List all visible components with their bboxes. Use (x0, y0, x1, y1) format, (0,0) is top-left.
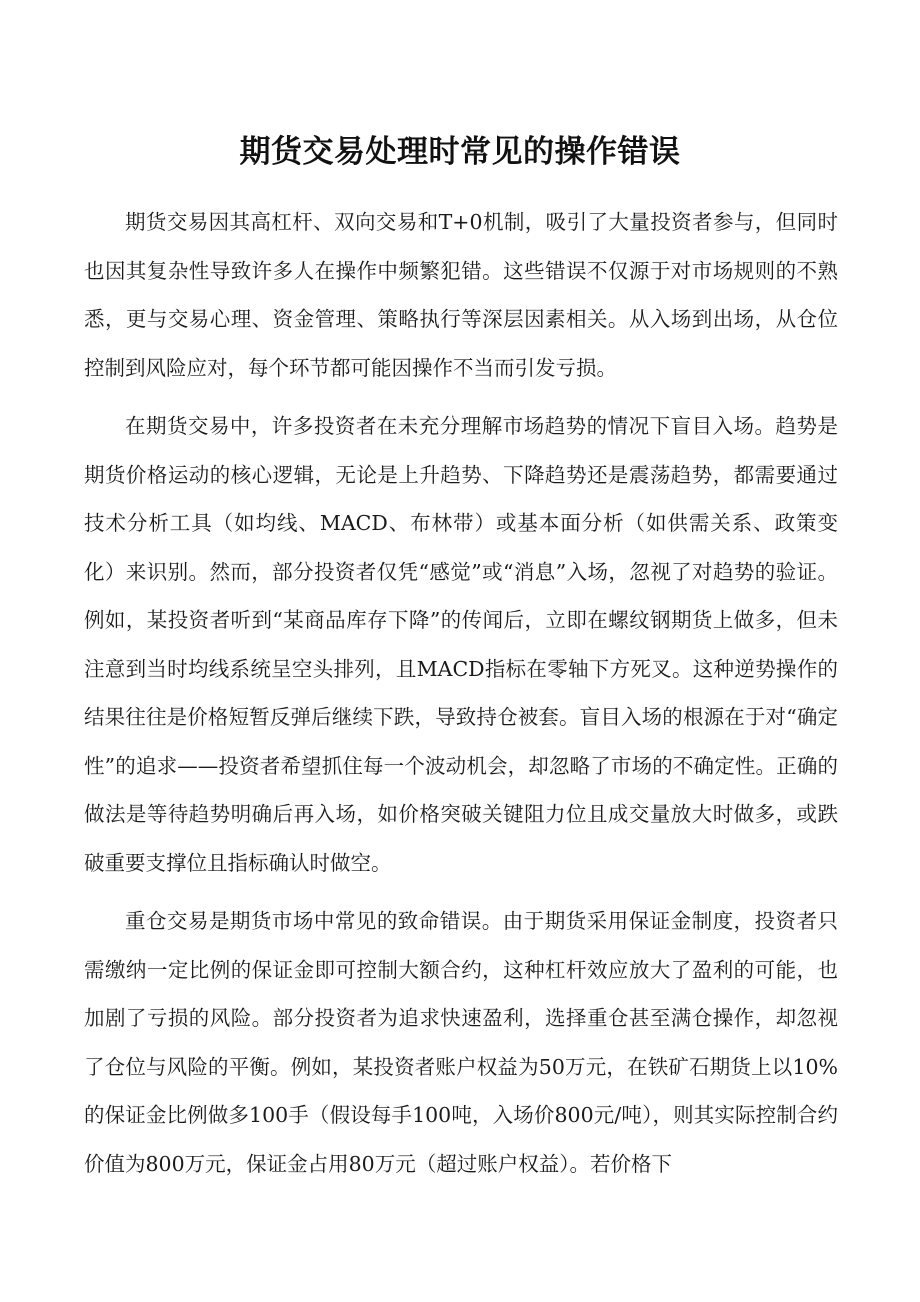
paragraph-blind-entry: 在期货交易中，许多投资者在未充分理解市场趋势的情况下盲目入场。趋势是期货价格运动的核心逻辑，无论是上升趋势、下降趋势还是震荡趋势，都需要通过技术分析工具（如均线、MACD、布林带）或基本面分析（如供需关系、政策变化）来识别。然而，部分投资者仅凭“感觉”或“消息”入场，忽视了对趋势的验证。例如，某投资者听到“某商品库存下降”的传闻后，立即在螺纹钢期货上做多，但未注意到当时均线系统呈空头排列，且MACD指标在零轴下方死叉。这种逆势操作的结果往往是价格短暂反弹后继续下跌，导致持仓被套。盲目入场的根源在于对“确定性”的追求——投资者希望抓住每一个波动机会，却忽略了市场的不确定性。正确的做法是等待趋势明确后再入场，如价格突破关键阻力位且成交量放大时做多，或跌破重要支撑位且指标确认时做空。 (84, 414, 838, 875)
document-title: 期货交易处理时常见的操作错误 (239, 134, 681, 170)
paragraph-heavy-position: 重仓交易是期货市场中常见的致命错误。由于期货采用保证金制度，投资者只需缴纳一定比例的保证金即可控制大额合约，这种杠杆效应放大了盈利的可能，也加剧了亏损的风险。部分投资者为追求快速盈利，选择重仓甚至满仓操作，却忽视了仓位与风险的平衡。例如，某投资者账户权益为50万元，在铁矿石期货上以10%的保证金比例做多100手（假设每手100吨，入场价800元/吨），则其实际控制合约价值为800万元，保证金占用80万元（超过账户权益）。若价格下 (84, 909, 838, 1176)
paragraph-intro: 期货交易因其高杠杆、双向交易和T+0机制，吸引了大量投资者参与，但同时也因其复杂性导致许多人在操作中频繁犯错。这些错误不仅源于对市场规则的不熟悉，更与交易心理、资金管理、策略执行等深层因素相关。从入场到出场，从仓位控制到风险应对，每个环节都可能因操作不当而引发亏损。 (84, 210, 838, 380)
